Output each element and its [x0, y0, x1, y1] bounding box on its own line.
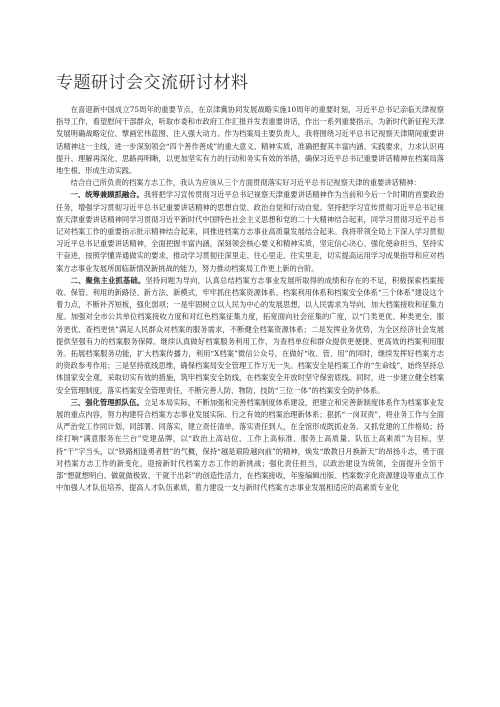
paragraph-text: 我将把学习宣传贯彻习近平总书记视察天津重要讲话精神作为当前和今后一个时期的首要政治任务，增强学习贯彻习近平总书记重要讲话精神的思想自觉、政治自觉和行动自觉。坚持把学习宣传贯彻习近平总书记视察天津重要讲话精神同学习贯彻习近平新时代中国特色社会主义思想和党的二十大精神结合起来，同学习贯彻习近平总书记对档案工作的重要指示批示精神结合起来，同推进档案方志事业高质量发展结合起来。我将带领全局上下深入学习贯彻习近平总书记重要讲话精神，全面把握丰富内涵，深刻领会核心要义和精神实质，坚定信心决心、强化使命担当、坚持实干奋进，按照学懂弄通做实的要求，推动学习贯彻往深里走、往心里走、往实里走，切实提高运用学习成果指导和应对档案方志事业发展所面临新情况新挑战的能力，努力推动档案局工作更上新的台阶。	[56, 190, 445, 273]
paragraph-text: 立足本局实际，不断加强和完善档案制度体系建设，把建立和完善新制度体系作为档案事业发展的重点内容，努力构建符合档案方志事业发展实际、行之有效的档案治理新体系；狠抓“一岗双责”，将业务工作与全面从严治党工作同计划、同部署、同落实，建立责任清单，落实责任到人，在全馆形成既抓业务、又抓党建的工作格局；持续打响“满意服务在兰台”党建品牌，以“政治上高站位、工作上高标准、服务上高质量、队伍上高素质”为目标，坚持“干”字当头，以“铁路相逢勇者胜”的气概，保持“越是艰险越向前”的精神，焕发“敢教日月换新天”的昂扬斗志，勇于面对档案方志工作的新变化，迎接新时代档案方志工作的新挑战；强化责任担当，以政治建设为统领，全面提升全馆干部“想就想明白、做就做极致、干就干出彩”的创造性活力，在档案接收、年鉴编辑出版、档案数字化资源建设等重点工作中加强人才队伍培养，提高人才队伍素质，着力建设一支与新时代档案方志事业发展相适应的高素质专业化	[56, 397, 445, 493]
paragraph-section-three	[56, 397, 444, 495]
paragraph-text: 坚持问题为导向，认真总结档案方志事业发展所取得的成绩和存在的不足，积极探索档案接收、保管、利用的新路径、新方法、新模式，牢牢抓住档案资源体系、档案利用体系和档案安全体系“三个体系”建设这个着力点，不断补齐短板，强化弱项；一是牢固树立以人民为中心的发展思想，以人民需求为导向，加大档案接收和征集力度。加强对全市公共单位档案接收力度和对红色档案征集力度，拓宽面向社会征集的广度，以“门类更优、种类更全、服务更优、查档更快”满足人民群众对档案的服务需求，不断健全档案资源体系；二是发挥业务优势，为全区经济社会发展提供坚强有力的档案服务保障。继续认真做好档案服务利用工作，为查档单位和群众提供更便捷、更高效的档案利用服务。拓展档案服务功能，扩大档案传播力，利用“X档案”微信公众号，在做好“收、管、用”的同时，继续发挥好档案方志的资政参考作用；三是坚持底线思维，确保档案局安全管理工作万无一失。档案安全是档案工作的“生命线”，始终坚持总体国家安全观，采取切实有效的措施，筑牢档案安全防线，在档案安全开放时坚守保密底线。同时，进一步建立健全档案安全管理制度，落实档案安全管理责任，不断完善人防、物防、技防“三位一体”的档案安全防护体系。	[56, 275, 444, 395]
section-heading: 三、强化管理抓队伍。	[70, 397, 144, 407]
paragraph-intro	[56, 104, 444, 177]
document-title: 专题研讨会交流研讨材料	[56, 73, 249, 93]
section-heading: 二、聚焦主业抓基础。	[70, 275, 146, 285]
paragraph-section-one	[56, 189, 444, 274]
section-heading: 一、统筹兼顾抓融合。	[70, 190, 144, 200]
paragraph-summary	[56, 177, 444, 189]
paragraph-text: 结合自己所负责的档案方志工作，我认为应该从三个方面贯彻落实好习近平总书记视察天津的重要讲话精神：	[70, 178, 421, 188]
paragraph-section-two	[56, 275, 444, 397]
paragraph-text: 在喜迎新中国成立75周年的重要节点，在京津冀协同发展战略实施10周年的重要时刻，习近平总书记亲临天津视察指导工作，看望慰问干部群众，听取市委和市政府工作汇报并发表重要讲话，作出一系列重要指示，为新时代新征程天津发展明确战略定位、擘画宏伟蓝图、注入强大动力。作为档案局主要负责人，我将围绕习近平总书记视察天津期间重要讲话精神这一主线，进一步深刻领会“四个善作善成”的重大意义、精神实质，准确把握其丰富内涵、实践要求，力求认识再提升、理解再深化、思路再明晰，以更加坚实有力的行动和务实有效的举措，确保习近平总书记重要讲话精神在档案局落地生根、形成生动实践。	[56, 105, 444, 176]
